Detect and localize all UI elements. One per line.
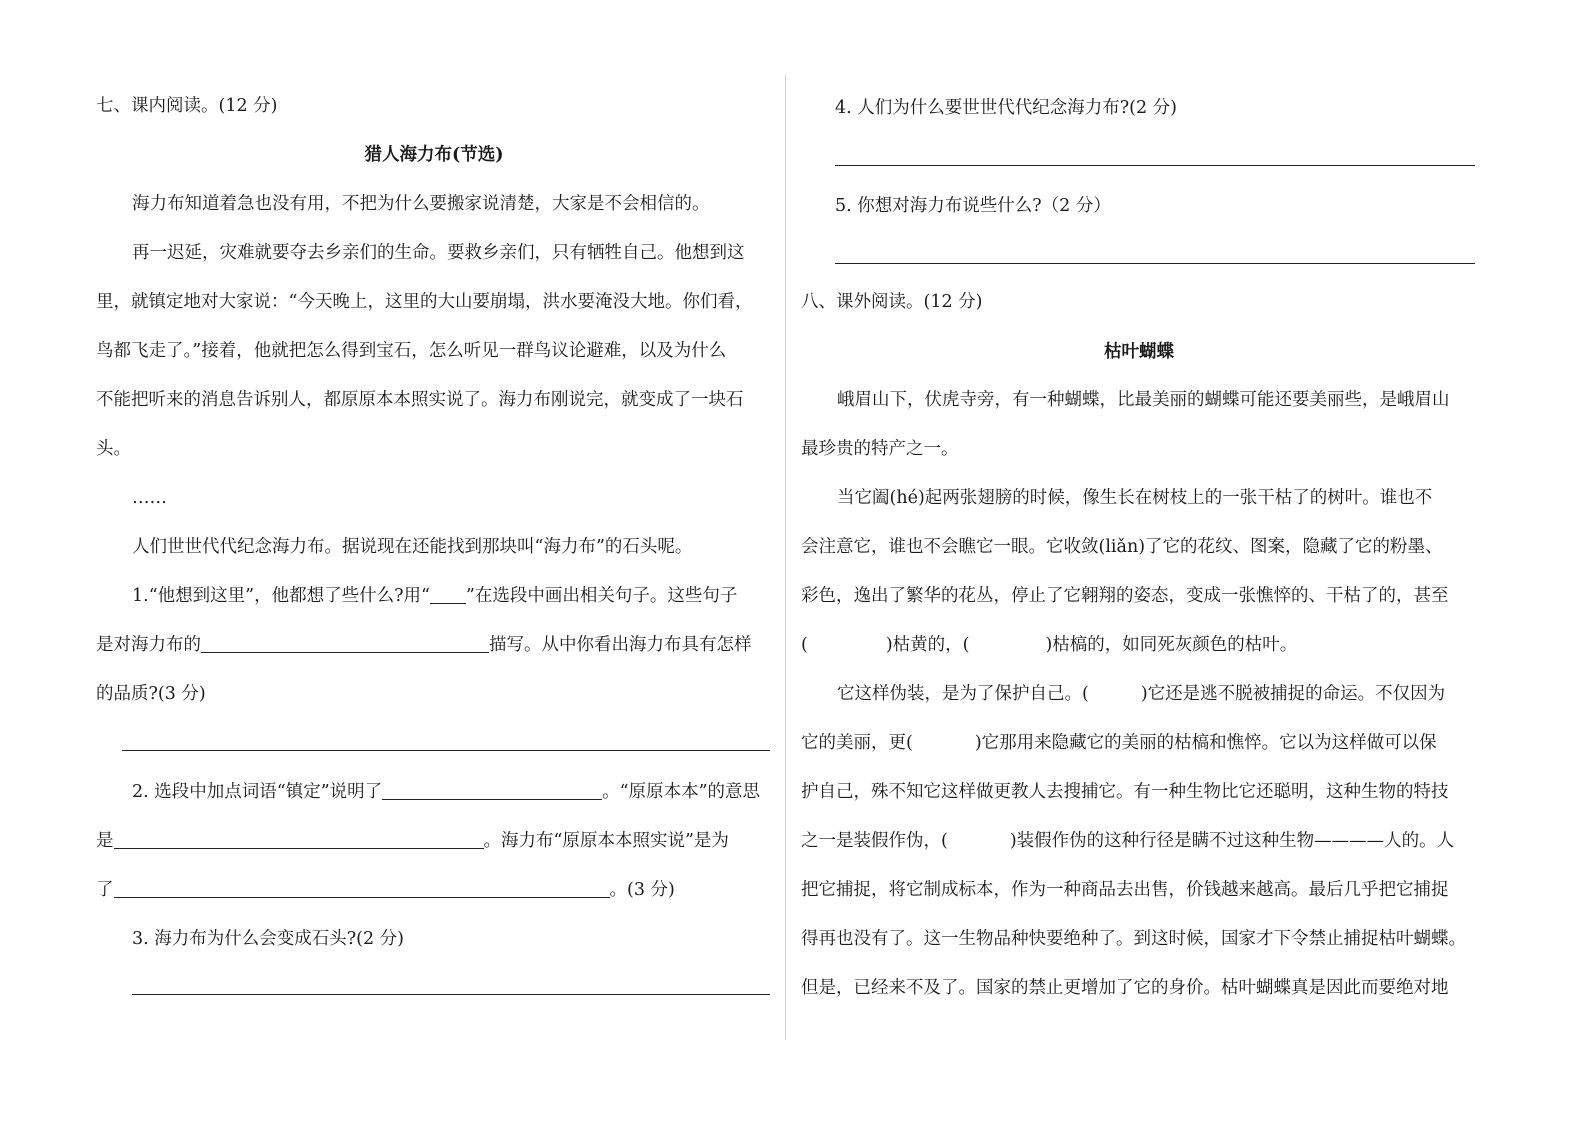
ellipsis: …… [132, 488, 167, 508]
reading-line-8: 它的美丽，更( )它那用来隐藏它的美丽的枯槁和憔悴。它以为这样做可以保 [801, 733, 1437, 753]
column-divider [785, 75, 786, 1040]
question-1-line-3: 的品质?(3 分) [96, 684, 206, 704]
paragraph-3: 人们世世代代纪念海力布。据说现在还能找到那块叫“海力布”的石头呢。 [132, 537, 693, 557]
question-1-line-2: 是对海力布的 描写。从中你看出海力布具有怎样 [96, 635, 752, 655]
paragraph-2-line-3: 鸟都飞走了。”接着，他就把怎么得到宝石，怎么听见一群鸟议论避难，以及为什么 [96, 341, 727, 361]
q2-meaning-blank[interactable] [114, 830, 484, 849]
q5-answer-line[interactable] [835, 263, 1475, 264]
story-title-hailibu: 猎人海力布(节选) [364, 145, 504, 165]
reading-line-10: 之一是装假作伪，( )装假作伪的这种行径是瞒不过这种生物————人的。人 [801, 831, 1455, 851]
paragraph-2-line-5: 头。 [96, 439, 131, 459]
reading-line-1: 峨眉山下，伏虎寺旁，有一种蝴蝶，比最美丽的蝴蝶可能还要美丽些，是峨眉山 [837, 390, 1450, 410]
story-title-butterfly: 枯叶蝴蝶 [1104, 342, 1174, 362]
question-3: 3. 海力布为什么会变成石头?(2 分) [132, 929, 404, 949]
paragraph-2-line-4: 不能把听来的消息告诉别人，都原原本本照实说了。海力布刚说完，就变成了一块石 [96, 390, 744, 410]
paragraph-2-line-1: 再一迟延，灾难就要夺去乡亲们的生命。要救乡亲们，只有牺牲自己。他想到这 [132, 243, 745, 263]
section-8-title: 八、课外阅读。(12 分) [801, 292, 983, 312]
q4-answer-line[interactable] [835, 165, 1475, 166]
q2-zhending-blank[interactable] [382, 781, 602, 800]
q1-answer-line[interactable] [122, 750, 770, 751]
paragraph-2-line-2: 里，就镇定地对大家说：“今天晚上，这里的大山要崩塌，洪水要淹没大地。你们看， [96, 292, 753, 312]
question-2-line-1: 2. 选段中加点词语“镇定”说明了 。“原原本本”的意思 [132, 782, 761, 802]
paragraph-1: 海力布知道着急也没有用，不把为什么要搬家说清楚，大家是不会相信的。 [132, 194, 710, 214]
q1-description-blank[interactable] [201, 634, 489, 653]
question-2-line-3: 了 。(3 分) [96, 880, 675, 900]
section-7-title: 七、课内阅读。(12 分) [96, 96, 278, 116]
reading-line-12: 得再也没有了。这一生物品种快要绝种了。到这时候，国家才下令禁止捕捉枯叶蝴蝶。 [801, 929, 1466, 949]
reading-line-4: 会注意它，谁也不会瞧它一眼。它收敛(liǎn)了它的花纹、图案，隐藏了它的粉墨、 [801, 537, 1443, 557]
reading-line-11: 把它捕捉，将它制成标本，作为一种商品去出售，价钱越来越高。最后几乎把它捕捉 [801, 880, 1449, 900]
reading-line-2: 最珍贵的特产之一。 [801, 439, 959, 459]
reading-line-7: 它这样伪装，是为了保护自己。( )它还是逃不脱被捕捉的命运。不仅因为 [837, 684, 1446, 704]
underline-mark-blank[interactable] [430, 585, 466, 604]
q2-purpose-blank[interactable] [114, 879, 610, 898]
q3-answer-line[interactable] [132, 994, 770, 995]
reading-line-3: 当它阖(hé)起两张翅膀的时候，像生长在树枝上的一张干枯了的树叶。谁也不 [837, 488, 1433, 508]
reading-line-6: ( )枯黄的，( )枯槁的，如同死灰颜色的枯叶。 [801, 635, 1298, 655]
question-4: 4. 人们为什么要世世代代纪念海力布?(2 分) [835, 98, 1177, 118]
question-1-line-1: 1.“他想到这里”，他都想了些什么?用“ ”在选段中画出相关句子。这些句子 [132, 586, 738, 606]
question-5: 5. 你想对海力布说些什么?（2 分） [835, 196, 1111, 216]
question-2-line-2: 是 。海力布“原原本本照实说”是为 [96, 831, 729, 851]
reading-line-13: 但是，已经来不及了。国家的禁止更增加了它的身价。枯叶蝴蝶真是因此而要绝对地 [801, 978, 1449, 998]
reading-line-5: 彩色，逸出了繁华的花丛，停止了它翱翔的姿态，变成一张憔悴的、干枯了的，甚至 [801, 586, 1449, 606]
reading-line-9: 护自己，殊不知它这样做更教人去搜捕它。有一种生物比它还聪明，这种生物的特技 [801, 782, 1449, 802]
